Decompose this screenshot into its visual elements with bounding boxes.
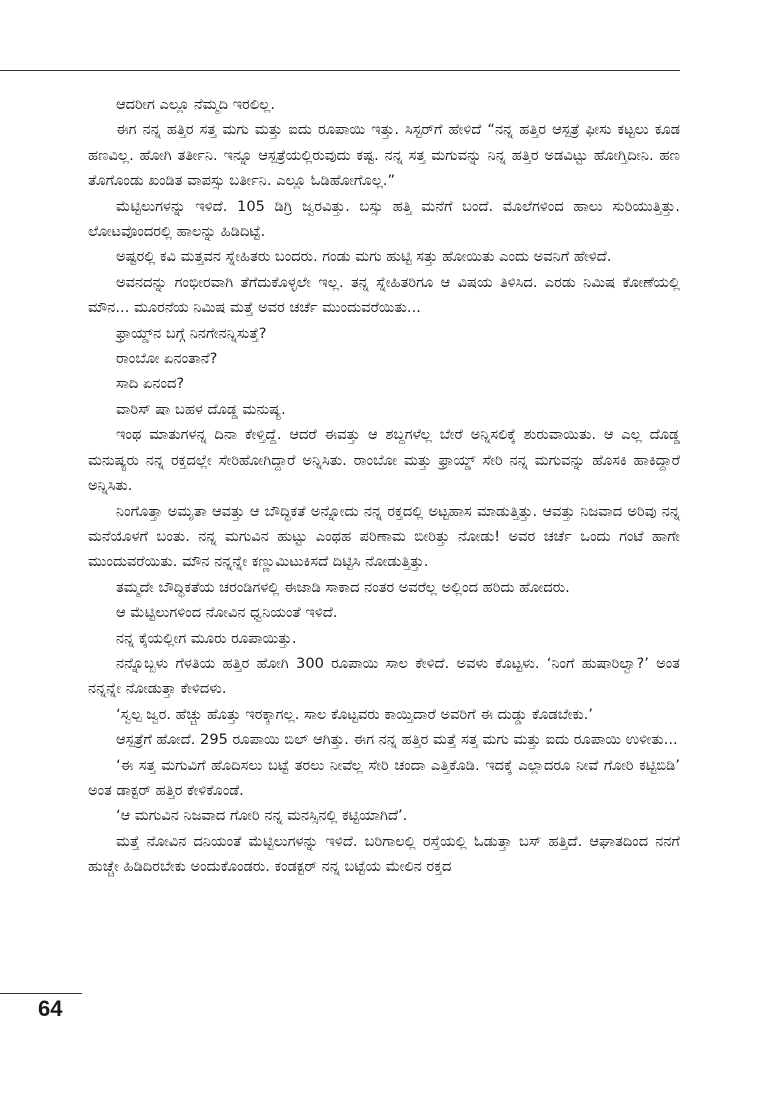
- paragraph: ಇಂಥ ಮಾತುಗಳನ್ನ ದಿನಾ ಕೇಳ್ತಿದ್ದೆ. ಆದರೆ ಈವತ್ತು ಆ ಶಬ್ದಗಳೆಲ್ಲ ಬೇರೆ ಅನ್ನಿಸಲಿಕ್ಕೆ ಶುರುವಾಯಿತು. ಆ ಎಲ್ಲ ದೊಡ್ಡ ಮನುಷ್ಯರು ನನ್ನ ರಕ್ತದಲ್ಲೇ ಸೇರಿಹೋಗಿದ್ದಾರೆ ಅನ್ನಿಸಿತು. ರಾಂಬೋ ಮತ್ತು ಫ್ರಾಯ್ಡ್ ಸೇರಿ ನನ್ನ ಮಗುವನ್ನು ಹೊಸಕಿ ಹಾಕಿದ್ದಾರೆ ಅನ್ನಿಸಿತು.: [88, 426, 680, 495]
- paragraph: ನನ್ನ ಕೈಯಲ್ಲೀಗ ಮೂರು ರೂಪಾಯಿತ್ತು.: [116, 629, 297, 647]
- paragraph: ಅಷ್ಟರಲ್ಲಿ ಕವಿ ಮತ್ತವನ ಸ್ನೇಹಿತರು ಬಂದರು. ಗಂಡು ಮಗು ಹುಟ್ಟಿ ಸತ್ತು ಹೋಯಿತು ಎಂದು ಅವನಿಗೆ ಹೇಳಿದೆ.: [116, 248, 612, 266]
- paragraph: ಆದರೀಗ ಎಲ್ಲೂ ನೆಮ್ಮದಿ ಇರಲಿಲ್ಲ.: [116, 96, 275, 113]
- paragraph: ಮತ್ತೆ ನೋವಿನ ದನಿಯಂತೆ ಮೆಟ್ಟಿಲುಗಳನ್ನು ಇಳಿದೆ. ಬರಿಗಾಲಲ್ಲಿ ರಸ್ತೆಯಲ್ಲಿ ಓಡುತ್ತಾ ಬಸ್ ಹತ್ತಿದೆ. ಆಘಾತದಿಂದ ನನಗೆ ಹುಚ್ಚೇ ಹಿಡಿದಿರಬೇಕು ಅಂದುಕೊಂಡರು. ಕಂಡಕ್ಟರ್ ನನ್ನ ಬಟ್ಟೆಯ ಮೇಲಿನ ರಕ್ತದ: [88, 832, 680, 876]
- paragraph: ‘ಆ ಮಗುವಿನ ನಿಜವಾದ ಗೋರಿ ನನ್ನ ಮನಸ್ಸಿನಲ್ಲಿ ಕಟ್ಟಿಯಾಗಿದೆ’.: [116, 807, 408, 825]
- paragraph: ಆ ಮೆಟ್ಟಿಲುಗಳಿಂದ ನೋವಿನ ಧ್ವನಿಯಂತೆ ಇಳಿದೆ.: [116, 604, 338, 622]
- paragraph: ಫ್ರಾಯ್ಡ್‌ನ ಬಗ್ಗೆ ನಿನಗೇನನ್ನಿಸುತ್ತೆ?: [116, 324, 267, 342]
- header-rule: [0, 70, 680, 71]
- paragraph: ಸಾದಿ ಏನಂದ?: [116, 375, 185, 393]
- paragraph: ರಾಂಬೋ ಏನಂತಾನೆ?: [116, 350, 218, 368]
- paragraph: ತಮ್ಮದೇ ಬೌದ್ಧಿಕತೆಯ ಚರಂಡಿಗಳಲ್ಲಿ ಈಜಾಡಿ ಸಾಕಾದ ನಂತರ ಅವರೆಲ್ಲ ಅಲ್ಲಿಂದ ಹರಿದು ಹೋದರು.: [116, 578, 570, 596]
- paragraph: ಆಸ್ಪತ್ರೆಗೆ ಹೋದೆ. 295 ರೂಪಾಯಿ ಬಿಲ್ ಆಗಿತ್ತು. ಈಗ ನನ್ನ ಹತ್ತಿರ ಮತ್ತೆ ಸತ್ತ ಮಗು ಮತ್ತು ಐದು ರೂಪಾಯಿ ಉಳೀತು...: [116, 731, 678, 749]
- paragraph: ನನ್ನೊಬ್ಬಳು ಗೆಳತಿಯ ಹತ್ತಿರ ಹೋಗಿ 300 ರೂಪಾಯಿ ಸಾಲ ಕೇಳಿದೆ. ಅವಳು ಕೊಟ್ಟಳು. ‘ನಿಂಗೆ ಹುಷಾರಿಲ್ವಾ?’ ಅಂತ ನನ್ನನ್ನೇ ನೋಡುತ್ತಾ ಕೇಳಿದಳು.: [88, 654, 680, 698]
- paragraph: ಅವನದನ್ನು ಗಂಭೀರವಾಗಿ ತೆಗೆದುಕೊಳ್ಳಲೇ ಇಲ್ಲ. ತನ್ನ ಸ್ನೇಹಿತರಿಗೂ ಆ ವಿಷಯ ತಿಳಿಸಿದ. ಎರಡು ನಿಮಿಷ ಕೋಣೆಯಲ್ಲಿ ಮೌನ... ಮೂರನೆಯ ನಿಮಿಷ ಮತ್ತೆ ಅವರ ಚರ್ಚೆ ಮುಂದುವರೆಯಿತು...: [88, 273, 680, 317]
- paragraph: ‘ಸ್ವಲ್ಪ ಜ್ವರ. ಹೆಚ್ಚು ಹೊತ್ತು ಇರಕ್ಕಾಗಲ್ಲ. ಸಾಲ ಕೊಟ್ಟವರು ಕಾಯ್ತಿದಾರೆ ಅವರಿಗೆ ಈ ದುಡ್ಡು ಕೊಡಬೇಕು.’: [116, 705, 593, 723]
- paragraph: ಈಗ ನನ್ನ ಹತ್ತಿರ ಸತ್ತ ಮಗು ಮತ್ತು ಐದು ರೂಪಾಯಿ ಇತ್ತು. ಸಿಸ್ಟರ್‌ಗೆ ಹೇಳಿದೆ “ನನ್ನ ಹತ್ತಿರ ಆಸ್ಪತ್ರೆ ಫೀಸು ಕಟ್ಟಲು ಕೂಡ ಹಣವಿಲ್ಲ. ಹೋಗಿ ತರ್ತೀನಿ. ಇನ್ನೂ ಆಸ್ಪತ್ರೆಯಲ್ಲಿರುವುದು ಕಷ್ಟ. ನನ್ನ ಸತ್ತ ಮಗುವನ್ನು ನಿನ್ನ ಹತ್ತಿರ ಅಡವಿಟ್ಟು ಹೋಗ್ತಿದೀನಿ. ಹಣ ತೊಗೊಂಡು ಖಂಡಿತ ವಾಪಸ್ಸು ಬರ್ತೀನಿ. ಎಲ್ಲೂ ಓಡಿಹೋಗೊಲ್ಲ.”: [88, 121, 680, 190]
- page-number: 64: [38, 996, 63, 1021]
- paragraph: ವಾರಿಸ್ ಷಾ ಬಹಳ ದೊಡ್ಡ ಮನುಷ್ಯ.: [116, 400, 286, 418]
- paragraph: ಮೆಟ್ಟಿಲುಗಳನ್ನು ಇಳಿದೆ. 105 ಡಿಗ್ರಿ ಜ್ವರವಿತ್ತು. ಬಸ್ಸು ಹತ್ತಿ ಮನೆಗೆ ಬಂದೆ. ಮೊಲೆಗಳಿಂದ ಹಾಲು ಸುರಿಯುತ್ತಿತ್ತು. ಲೋಟವೊಂದರಲ್ಲಿ ಹಾಲನ್ನು ಹಿಡಿದಿಟ್ಟೆ.: [88, 197, 680, 241]
- paragraph: ‘ಈ ಸತ್ತ ಮಗುವಿಗೆ ಹೊದಿಸಲು ಬಟ್ಟೆ ತರಲು ನೀವೆಲ್ಲ ಸೇರಿ ಚಂದಾ ಎತ್ತಿಕೊಡಿ. ಇದಕ್ಕೆ ಎಲ್ಲಾದರೂ ನೀವೆ ಗೋರಿ ಕಟ್ಟಿಬಿಡಿ’ ಅಂತ ಡಾಕ್ಟರ್ ಹತ್ತಿರ ಕೇಳಿಕೊಂಡೆ.: [88, 756, 680, 799]
- page-body: [88, 92, 680, 880]
- paragraph: ನಿಂಗೊತ್ತಾ ಅಮೃತಾ ಆವತ್ತು ಆ ಬೌದ್ಧಿಕತೆ ಅನ್ನೋದು ನನ್ನ ರಕ್ತದಲ್ಲಿ ಅಟ್ಟಹಾಸ ಮಾಡುತ್ತಿತ್ತು. ಆವತ್ತು ನಿಜವಾದ ಅರಿವು ನನ್ನ ಮನೆಯೊಳಗೆ ಬಂತು. ನನ್ನ ಮಗುವಿನ ಹುಟ್ಟು ಎಂಥಹ ಪರಿಣಾಮ ಬೀರಿತ್ತು ನೋಡು! ಅವರ ಚರ್ಚೆ ಒಂದು ಗಂಟೆ ಹಾಗೇ ಮುಂದುವರೆಯಿತು. ಮೌನ ನನ್ನನ್ನೇ ಕಣ್ಣುಮಿಟುಕಿಸದೆ ದಿಟ್ಟಿಸಿ ನೋಡುತ್ತಿತ್ತು.: [88, 502, 680, 571]
